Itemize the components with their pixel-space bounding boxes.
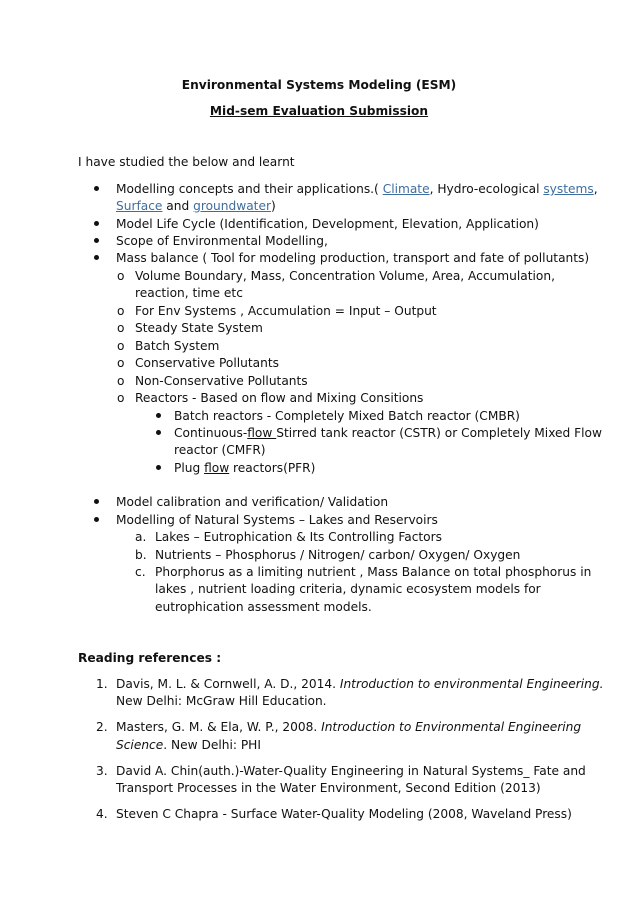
reference-2-publisher: . New Delhi: PHI (163, 738, 261, 752)
references-heading: Reading references : (78, 651, 222, 665)
reference-3-cont: Transport Processes in the Water Environment, Second Edition (2013) (116, 781, 541, 795)
reactor-plug-flow-word: flow (204, 461, 230, 475)
reactor-continuous (174, 425, 602, 442)
sub-item-non-conservative: Non-Conservative Pollutants (135, 374, 308, 388)
topic-1-mid3: and (162, 199, 194, 213)
reactor-plug-suffix: reactors(PFR) (229, 461, 316, 475)
reference-1-cont: New Delhi: McGraw Hill Education. (116, 694, 327, 708)
bullet-icon (94, 238, 99, 243)
reactor-continuous-suffix: Stirred tank reactor (CSTR) or Completely Mixed Flow (276, 426, 602, 440)
topic-natural-systems: Modelling of Natural Systems – Lakes and Reservoirs (116, 513, 438, 527)
sub-item-volume-boundary: Volume Boundary, Mass, Concentration Volume, Area, Accumulation, (135, 269, 555, 283)
bullet-icon (156, 430, 161, 435)
topic-calibration: Model calibration and verification/ Validation (116, 495, 389, 509)
list-letter: c. (135, 565, 146, 579)
reference-1-text: Davis, M. L. & Cornwell, A. D., 2014. (116, 677, 340, 691)
topic-1-prefix: Modelling concepts and their applications.( (116, 182, 383, 196)
reference-4: Steven C Chapra - Surface Water-Quality Modeling (2008, Waveland Press) (116, 807, 572, 821)
reference-2-title-cont: Science (116, 738, 164, 752)
sub-bullet-icon: o (117, 304, 125, 318)
topic-modelling-concepts (116, 181, 598, 198)
reactor-plug-flow (174, 460, 315, 477)
natural-item-phosphorus-cont2: eutrophication assessment models. (155, 600, 372, 614)
topic-mass-balance: Mass balance ( Tool for modeling production, transport and fate of pollutants) (116, 251, 590, 265)
sub-bullet-icon: o (117, 391, 125, 405)
reactor-continuous-flow: flow (247, 426, 277, 440)
reference-2 (116, 719, 581, 736)
systems-link[interactable]: systems (543, 182, 594, 196)
reference-1 (116, 676, 604, 693)
natural-item-lakes: Lakes – Eutrophication & Its Controlling Factors (155, 530, 442, 544)
topic-1-suffix: ) (270, 199, 276, 213)
sub-bullet-icon: o (117, 374, 125, 388)
topic-1-mid1: , Hydro-ecological (429, 182, 544, 196)
sub-bullet-icon: o (117, 269, 125, 283)
reference-number: 4. (96, 807, 108, 821)
reactor-plug-prefix: Plug (174, 461, 205, 475)
bullet-icon (94, 499, 99, 504)
topic-1-mid2: , (593, 182, 598, 196)
page-subtitle (0, 103, 638, 120)
groundwater-link[interactable]: groundwater (193, 199, 271, 213)
reference-2-title: Introduction to Environmental Engineering (321, 720, 582, 734)
sub-bullet-icon: o (117, 339, 125, 353)
reactor-continuous-prefix: Continuous- (174, 426, 248, 440)
bullet-icon (156, 413, 161, 418)
surface-link[interactable]: Surface (116, 199, 163, 213)
bullet-icon (94, 255, 99, 260)
topic-scope: Scope of Environmental Modelling, (116, 234, 328, 248)
bullet-icon (94, 186, 99, 191)
bullet-icon (94, 221, 99, 226)
sub-item-steady-state: Steady State System (135, 321, 263, 335)
reactor-continuous-cont: reactor (CMFR) (174, 443, 266, 457)
sub-bullet-icon: o (117, 356, 125, 370)
reference-number: 1. (96, 677, 108, 691)
reference-1-title: Introduction to environmental Engineering. (339, 677, 604, 691)
sub-item-accumulation: For Env Systems , Accumulation = Input – Output (135, 304, 437, 318)
page-title: Environmental Systems Modeling (ESM) (181, 78, 457, 92)
list-letter: b. (135, 548, 147, 562)
topic-modelling-concepts-cont (116, 198, 276, 215)
intro-text: I have studied the below and learnt (78, 155, 295, 169)
sub-item-reactors: Reactors - Based on flow and Mixing Consitions (135, 391, 424, 405)
reference-2-text: Masters, G. M. & Ela, W. P., 2008. (116, 720, 322, 734)
topic-model-life-cycle: Model Life Cycle (Identification, Development, Elevation, Application) (116, 217, 539, 231)
reference-number: 3. (96, 764, 108, 778)
bullet-icon (156, 465, 161, 470)
natural-item-nutrients: Nutrients – Phosphorus / Nitrogen/ carbon/ Oxygen/ Oxygen (155, 548, 521, 562)
bullet-icon (94, 517, 99, 522)
sub-item-volume-boundary-cont: reaction, time etc (135, 286, 243, 300)
list-letter: a. (135, 530, 147, 544)
climate-link[interactable]: Climate (382, 182, 430, 196)
natural-item-phosphorus: Phorphorus as a limiting nutrient , Mass Balance on total phosphorus in (155, 565, 592, 579)
reference-3: David A. Chin(auth.)-Water-Quality Engineering in Natural Systems_ Fate and (116, 764, 586, 778)
natural-item-phosphorus-cont1: lakes , nutrient loading criteria, dynamic ecosystem models for (155, 582, 541, 596)
reference-2-cont (116, 737, 261, 754)
sub-item-conservative: Conservative Pollutants (135, 356, 279, 370)
sub-bullet-icon: o (117, 321, 125, 335)
reactor-batch: Batch reactors - Completely Mixed Batch reactor (CMBR) (174, 409, 520, 423)
reference-number: 2. (96, 720, 108, 734)
subtitle-text: Mid-sem Evaluation Submission (209, 104, 429, 118)
sub-item-batch-system: Batch System (135, 339, 220, 353)
